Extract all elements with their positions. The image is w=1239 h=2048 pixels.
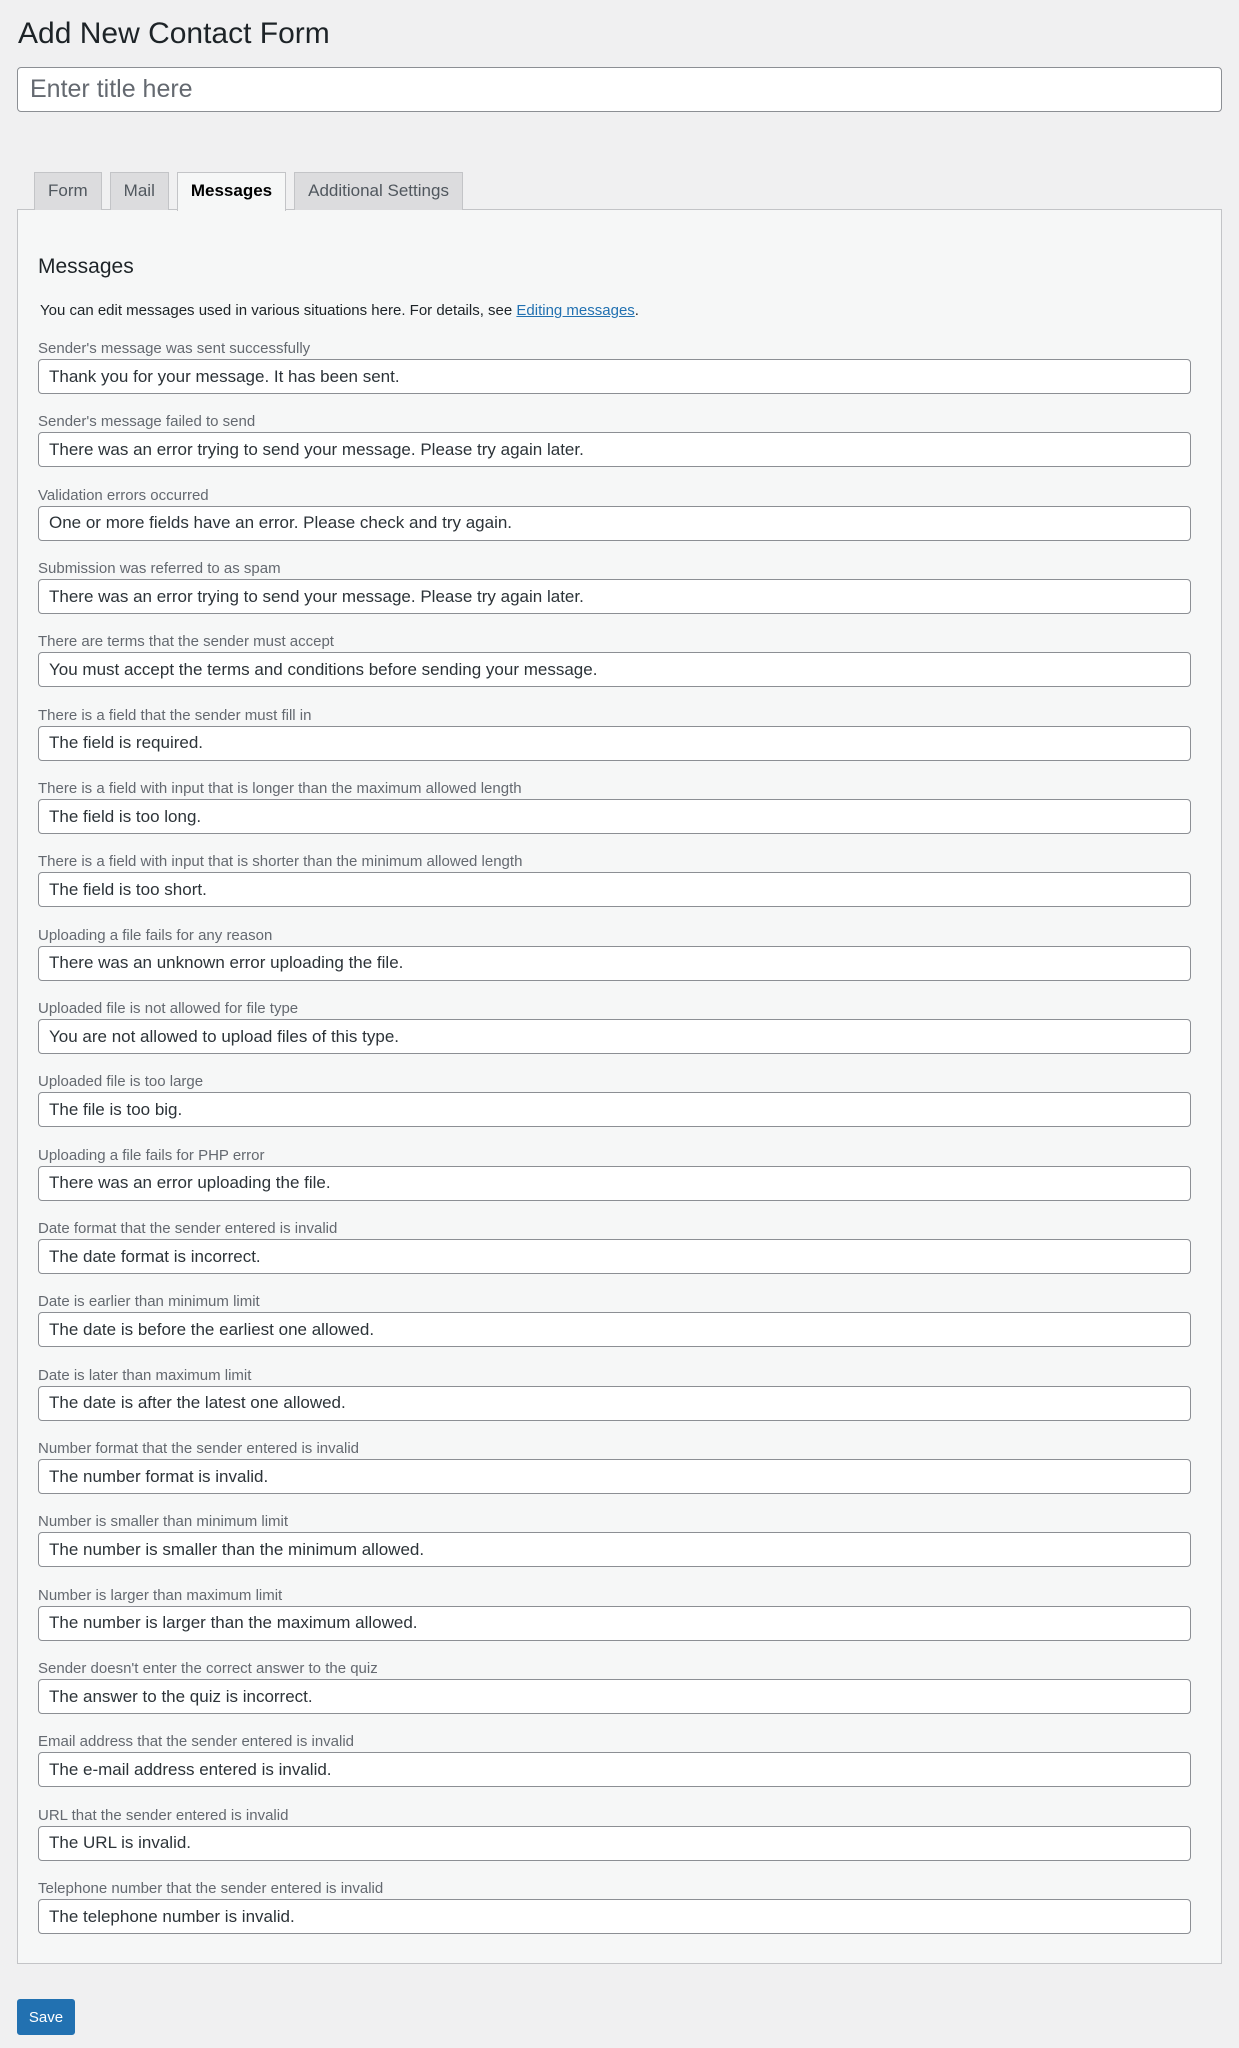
field-label: There is a field with input that is longer than the maximum allowed length <box>38 780 522 797</box>
field-label: Email address that the sender entered is invalid <box>38 1733 355 1751</box>
field-label: Number is larger than maximum limit <box>38 1586 283 1604</box>
message-field <box>38 1219 1191 1289</box>
intro-text-end: . <box>634 302 639 319</box>
tab-mail[interactable]: Mail <box>110 172 169 210</box>
message-field <box>38 339 1191 409</box>
intro-text <box>40 301 639 321</box>
field-label: There are terms that the sender must accept <box>38 633 334 651</box>
message-input[interactable] <box>38 1752 1191 1787</box>
message-field <box>38 779 1191 849</box>
message-field <box>38 1659 1191 1729</box>
message-field <box>38 1146 1191 1216</box>
field-label: Uploaded file is not allowed for file type <box>38 1000 299 1017</box>
message-field <box>38 999 1191 1069</box>
field-label: Date is earlier than minimum limit <box>38 1293 260 1311</box>
editing-messages-link[interactable]: Editing messages <box>516 302 635 319</box>
field-label: Sender's message was sent successfully <box>38 340 311 357</box>
message-input[interactable] <box>38 1386 1191 1421</box>
field-label: Telephone number that the sender entered is invalid <box>38 1880 384 1897</box>
message-field <box>38 852 1191 922</box>
message-field <box>38 706 1191 776</box>
field-label: Number is smaller than minimum limit <box>38 1513 289 1531</box>
title-input[interactable] <box>17 67 1222 112</box>
message-field <box>38 559 1191 629</box>
field-label: Uploading a file fails for PHP error <box>38 1146 265 1164</box>
tab-bar <box>34 172 463 210</box>
field-label: There is a field that the sender must fill in <box>38 706 312 724</box>
message-input[interactable] <box>38 872 1191 907</box>
field-label: Sender's message failed to send <box>38 413 256 431</box>
tab-form[interactable]: Form <box>34 172 102 210</box>
message-field <box>38 1439 1191 1509</box>
message-input[interactable] <box>38 1606 1191 1641</box>
message-input[interactable] <box>38 1312 1191 1347</box>
tab-additional-settings[interactable]: Additional Settings <box>294 172 463 210</box>
field-label: URL that the sender entered is invalid <box>38 1806 289 1824</box>
tab-messages[interactable]: Messages <box>177 172 286 211</box>
field-label: Uploading a file fails for any reason <box>38 926 273 944</box>
message-input[interactable] <box>38 799 1191 834</box>
section-title: Messages <box>38 255 134 278</box>
message-input[interactable] <box>38 652 1191 687</box>
save-button[interactable]: Save <box>17 1999 75 2035</box>
message-input[interactable] <box>38 1019 1191 1054</box>
message-input[interactable] <box>38 1826 1191 1861</box>
message-input[interactable] <box>38 506 1191 541</box>
field-label: Sender doesn't enter the correct answer to the quiz <box>38 1660 378 1677</box>
messages-panel <box>17 209 1222 1964</box>
field-label: Date is later than maximum limit <box>38 1366 252 1384</box>
message-field <box>38 1072 1191 1142</box>
field-label: Submission was referred to as spam <box>38 560 281 577</box>
message-field <box>38 1512 1191 1582</box>
field-label: Validation errors occurred <box>38 486 209 504</box>
message-field <box>38 1879 1191 1949</box>
message-field <box>38 1292 1191 1362</box>
message-input[interactable] <box>38 1532 1191 1567</box>
message-field <box>38 1586 1191 1656</box>
message-field <box>38 1806 1191 1876</box>
message-input[interactable] <box>38 1092 1191 1127</box>
field-label: Number format that the sender entered is invalid <box>38 1440 359 1457</box>
field-label: Uploaded file is too large <box>38 1073 204 1091</box>
message-input[interactable] <box>38 1899 1191 1934</box>
message-field <box>38 1366 1191 1436</box>
message-field <box>38 632 1191 702</box>
message-input[interactable] <box>38 1239 1191 1274</box>
intro-text-body: You can edit messages used in various situations here. For details, see <box>40 302 517 319</box>
message-input[interactable] <box>38 579 1191 614</box>
message-field <box>38 412 1191 482</box>
message-input[interactable] <box>38 726 1191 761</box>
message-input[interactable] <box>38 359 1191 394</box>
message-field <box>38 926 1191 996</box>
page-title: Add New Contact Form <box>18 17 330 50</box>
message-input[interactable] <box>38 1679 1191 1714</box>
message-field <box>38 1732 1191 1802</box>
message-field <box>38 486 1191 556</box>
field-label: Date format that the sender entered is invalid <box>38 1220 338 1237</box>
message-input[interactable] <box>38 432 1191 467</box>
message-input[interactable] <box>38 1166 1191 1201</box>
message-input[interactable] <box>38 946 1191 981</box>
message-input[interactable] <box>38 1459 1191 1494</box>
field-label: There is a field with input that is shorter than the minimum allowed length <box>38 853 523 871</box>
